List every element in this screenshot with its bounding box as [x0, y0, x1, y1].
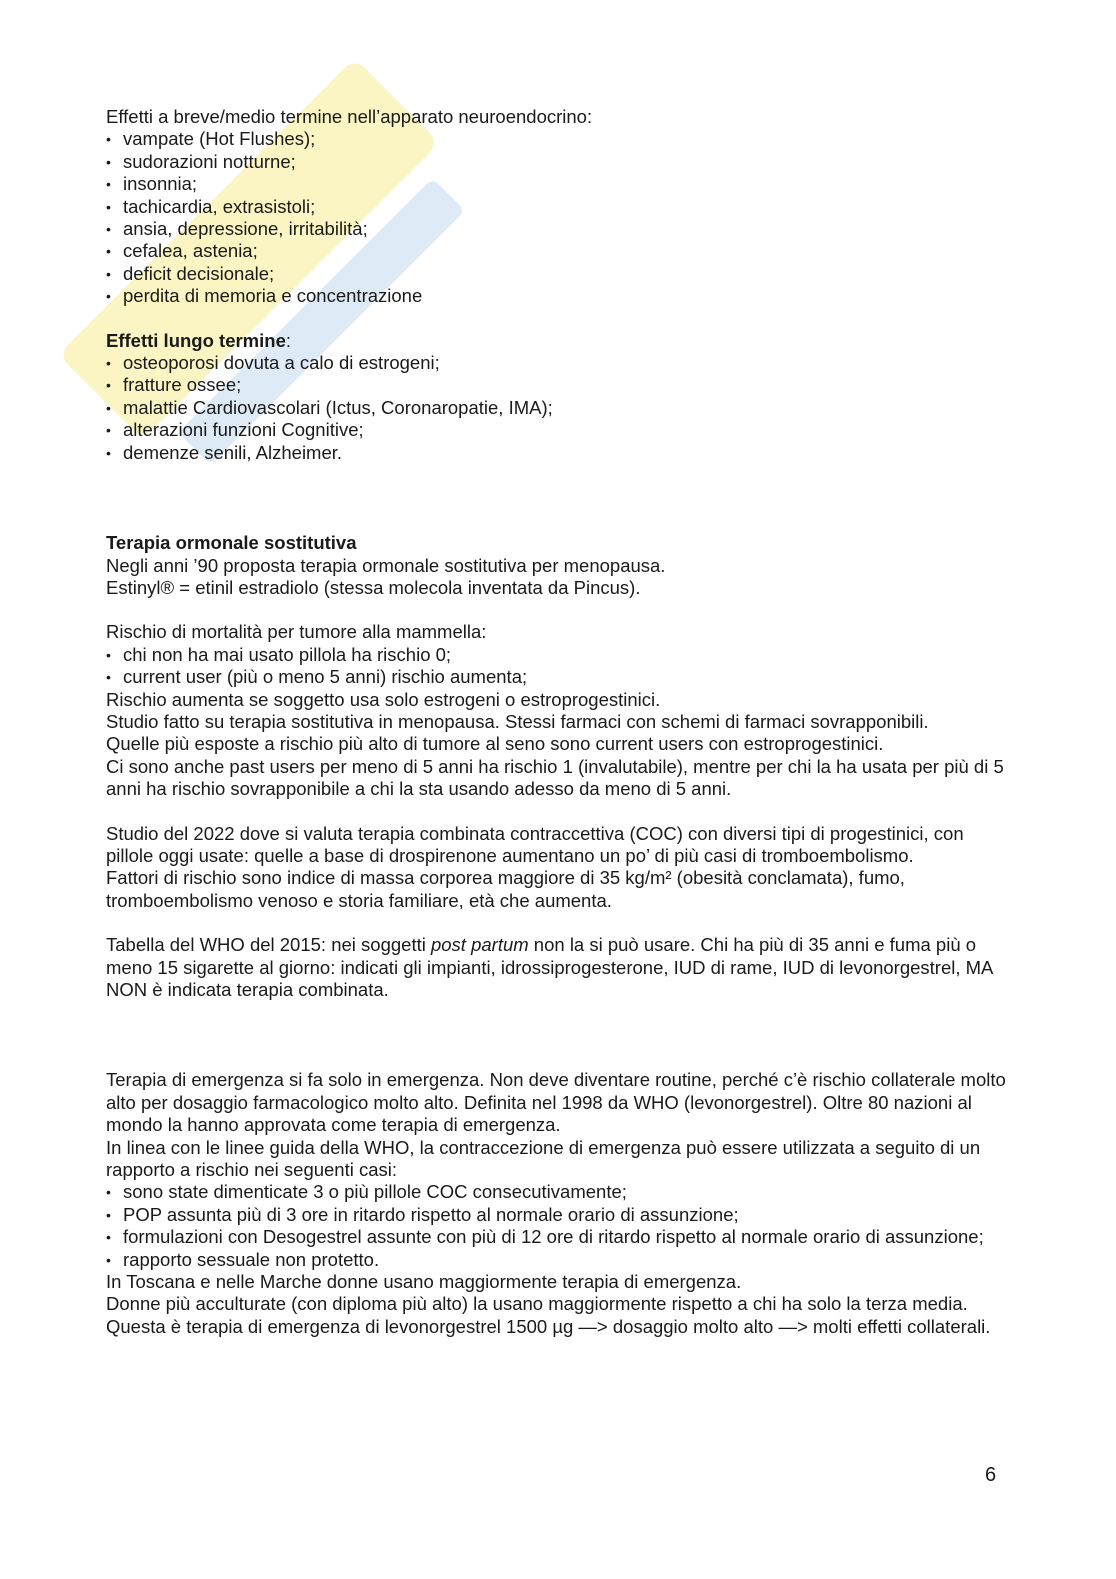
paragraph: Estinyl® = etinil estradiolo (stessa molecola inventata da Pincus).	[106, 576, 641, 598]
list-item: • sono state dimenticate 3 o più pillole COC consecutivamente;	[106, 1181, 1016, 1203]
section-heading: Terapia ormonale sostitutiva	[106, 532, 357, 554]
paragraph: Studio del 2022 dove si valuta terapia combinata contraccettiva (COC) con diversi tipi di progestinici, con pillole oggi usate: quelle a base di drospirenone aumentano un po’ di più casi di tromboembolismo.	[106, 822, 964, 866]
heading-bold-text: Effetti lungo termine	[106, 329, 286, 351]
list-item: • deficit decisionale;	[106, 263, 1016, 285]
section-long-term-effects	[106, 330, 1016, 464]
emphasis-post-partum: post partum	[430, 934, 529, 956]
paragraph	[106, 934, 1016, 1001]
paragraph: Questa è terapia di emergenza di levonorgestrel 1500 µg —> dosaggio molto alto —> molti effetti collaterali.	[106, 1315, 991, 1337]
page-number: 6	[985, 1464, 997, 1486]
list-item: • ansia, depressione, irritabilità;	[106, 218, 1016, 240]
section-hormone-therapy	[106, 532, 1016, 599]
text-run: Tabella del WHO del 2015: nei soggetti	[106, 934, 431, 956]
paragraph: Quelle più esposte a rischio più alto di tumore al seno sono current users con estroprogestinici.	[106, 733, 884, 755]
section-2022-study	[106, 823, 1016, 913]
section-heading: Rischio di mortalità per tumore alla mammella:	[106, 621, 487, 643]
document-page	[106, 106, 1016, 1338]
bullet-list	[106, 128, 1016, 307]
list-item: • insonnia;	[106, 173, 1016, 195]
paragraph: Rischio aumenta se soggetto usa solo estrogeni o estroprogestinici.	[106, 688, 661, 710]
list-item: • formulazioni con Desogestrel assunte con più di 12 ore di ritardo rispetto al normale orario di assunzione;	[106, 1226, 1016, 1248]
section-who-table	[106, 934, 1016, 1001]
list-item: • tachicardia, extrasistoli;	[106, 196, 1016, 218]
list-item: • vampate (Hot Flushes);	[106, 128, 1016, 150]
list-item: • sudorazioni notturne;	[106, 151, 1016, 173]
bullet-list	[106, 644, 1016, 689]
section-emergency-therapy	[106, 1069, 1016, 1338]
paragraph: Negli anni ’90 proposta terapia ormonale sostitutiva per menopausa.	[106, 554, 666, 576]
list-item: • perdita di memoria e concentrazione	[106, 285, 1016, 307]
list-item: • current user (più o meno 5 anni) rischio aumenta;	[106, 666, 1016, 688]
list-item: • POP assunta più di 3 ore in ritardo rispetto al normale orario di assunzione;	[106, 1204, 1016, 1226]
bullet-list	[106, 1181, 1016, 1271]
list-item: • chi non ha mai usato pillola ha rischio 0;	[106, 644, 1016, 666]
section-heading: Effetti a breve/medio termine nell’apparato neuroendocrino:	[106, 106, 593, 127]
section-heading	[106, 330, 1016, 352]
list-item: • alterazioni funzioni Cognitive;	[106, 419, 1016, 441]
list-item: • rapporto sessuale non protetto.	[106, 1249, 1016, 1271]
paragraph: Ci sono anche past users per meno di 5 anni ha rischio 1 (invalutabile), mentre per chi la ha usata per più di 5 anni ha rischio sovrapponibile a chi la sta usando adesso da meno di 5 anni.	[106, 755, 1004, 800]
list-item: • malattie Cardiovascolari (Ictus, Coronaropatie, IMA);	[106, 397, 1016, 419]
paragraph: Studio fatto su terapia sostitutiva in menopausa. Stessi farmaci con schemi di farmaci sovrapponibili.	[106, 710, 929, 732]
section-breast-cancer-risk	[106, 621, 1016, 800]
bullet-list	[106, 352, 1016, 464]
heading-suffix: :	[285, 329, 292, 351]
paragraph: In linea con le linee guida della WHO, la contraccezione di emergenza può essere utilizzata a seguito di un rapporto a rischio nei seguenti casi:	[106, 1136, 981, 1181]
list-item: • demenze senili, Alzheimer.	[106, 442, 1016, 464]
text-run: non la si può usare. Chi ha più di 35 anni e fuma più o meno 15 sigarette al giorno: indicati gli impianti, idrossiprogesterone, IUD di rame, IUD di levonorgestrel, MA NON è indicata terapia combinata.	[106, 934, 993, 1000]
section-neuroendocrine-effects	[106, 106, 1016, 308]
paragraph: In Toscana e nelle Marche donne usano maggiormente terapia di emergenza.	[106, 1271, 742, 1293]
paragraph: Donne più acculturate (con diploma più alto) la usano maggiormente rispetto a chi ha solo la terza media.	[106, 1293, 968, 1315]
list-item: • cefalea, astenia;	[106, 240, 1016, 262]
paragraph: Fattori di rischio sono indice di massa corporea maggiore di 35 kg/m² (obesità conclamata), fumo, tromboembolismo venoso e storia familiare, età che aumenta.	[106, 867, 905, 911]
list-item: • fratture ossee;	[106, 374, 1016, 396]
paragraph: Terapia di emergenza si fa solo in emergenza. Non deve diventare routine, perché c’è rischio collaterale molto alto per dosaggio farmacologico molto alto. Definita nel 1998 da WHO (levonorgestrel). Oltre 80 nazioni al mondo la hanno approvata come terapia di emergenza.	[106, 1069, 1006, 1136]
list-item: • osteoporosi dovuta a calo di estrogeni;	[106, 352, 1016, 374]
